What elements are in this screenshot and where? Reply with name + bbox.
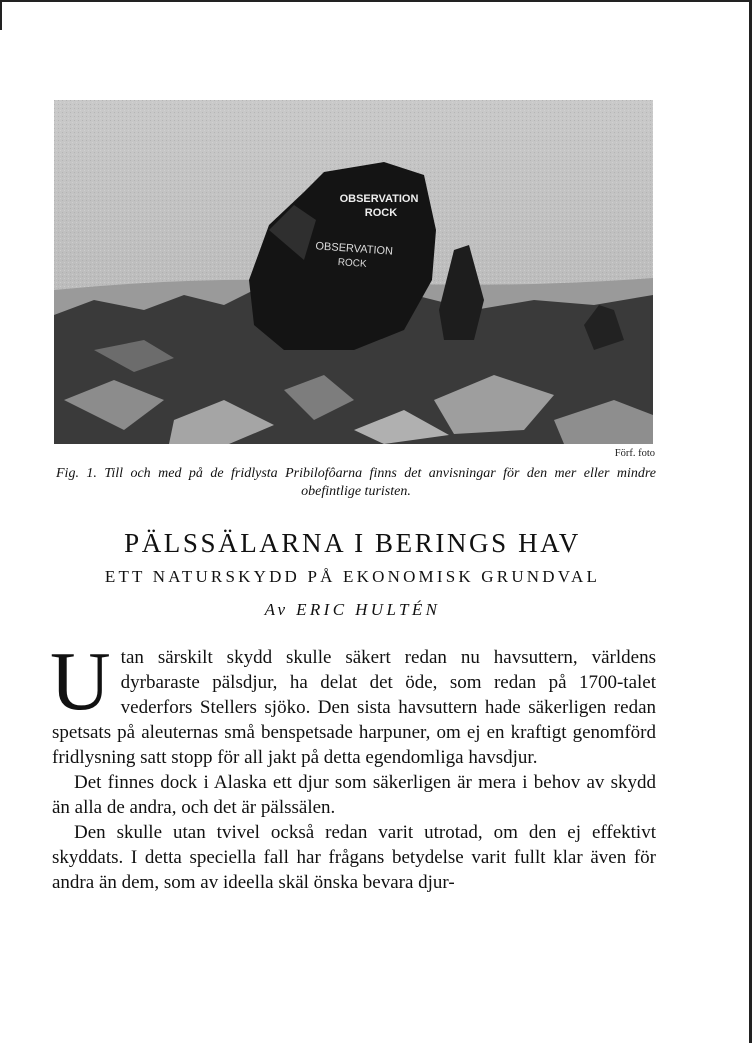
figure-caption (56, 465, 656, 501)
rock-sign-top-line1: OBSERVATION (339, 193, 419, 205)
drop-cap: U (50, 635, 111, 728)
rock-sign-bottom-line1: OBSERVATION (315, 240, 394, 258)
page-edge-left (0, 0, 2, 30)
page-edge-top (0, 0, 752, 2)
figure-caption-text: Till och med på de fridlysta Pribilofôarna finns det anvisningar för den mer eller mindre obefintlige turisten. (104, 466, 657, 499)
rock-sign-bottom-line2: ROCK (337, 257, 367, 271)
paragraph-1 (50, 635, 656, 770)
article-body (50, 635, 656, 895)
figure-label: Fig. 1. (56, 466, 97, 481)
figure-photo (54, 100, 653, 444)
article-byline: Av ERIC HULTÉN (264, 600, 441, 619)
rock-sign-top-line2: ROCK (364, 207, 398, 219)
paragraph-2: Det finnes dock i Alaska ett djur som säkerligen är mera i behov av skydd än alla de andra, och det är pälssälen. (52, 772, 656, 818)
paragraph-3: Den skulle utan tvivel också redan varit utrotad, om den ej effektivt skyddats. I detta speciella fall har frågans betydelse varit fullt klar även för andra än dem, som av ideella skäl önska bevara djur- (52, 822, 656, 893)
paragraph-1-text: tan särskilt skydd skulle säkert redan nu havsuttern, världens dyrbaraste pälsdjur, ha delat det öde, som redan på 1700-talet vederfors Stellers sjöko. Den sista havsuttern hade säkerligen redan spetsats på aleuternas små benspetsade harpuner, om ej en kraftigt genomförd fridlysning satt stopp för all jakt på detta egendomliga havsdjur. (52, 647, 656, 768)
article-subtitle: ETT NATURSKYDD PÅ EKONOMISK GRUNDVAL (104, 567, 601, 586)
article-title: PÄLSSÄLARNA I BERINGS HAV (124, 528, 581, 558)
photo-credit: Förf. foto (614, 448, 655, 459)
